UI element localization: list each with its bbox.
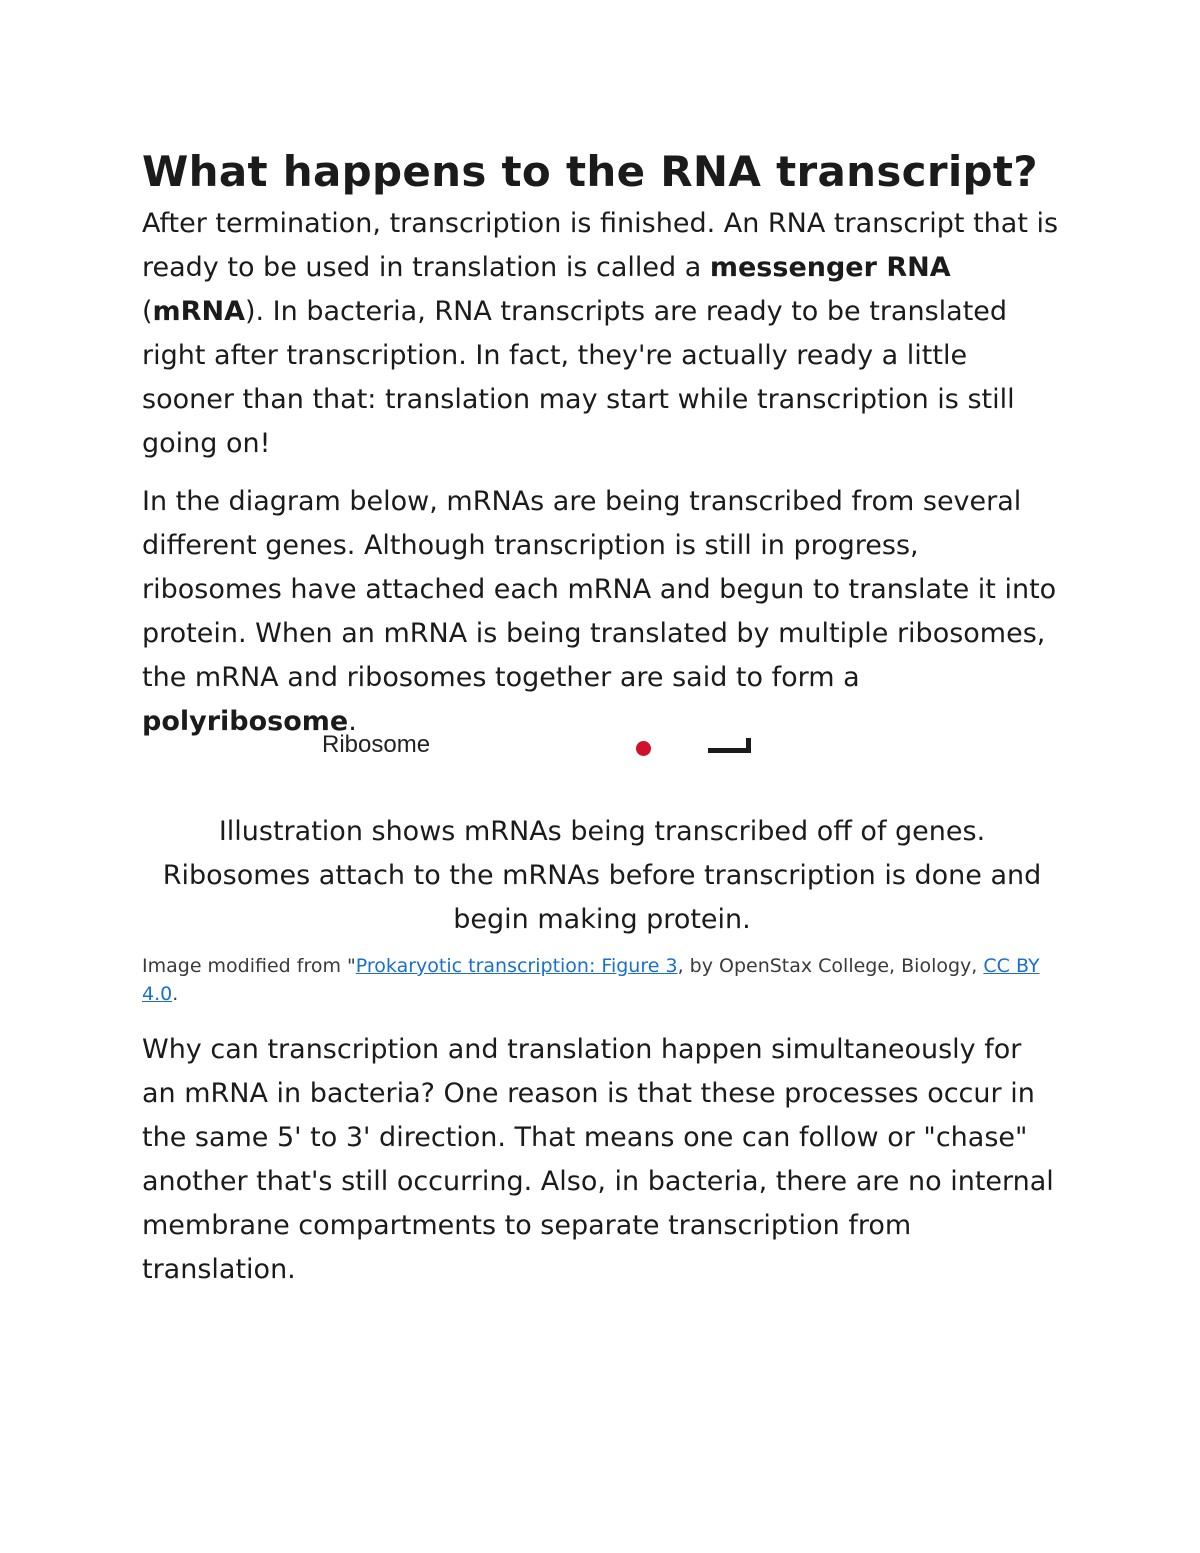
credit-prefix: Image modified from " xyxy=(142,955,356,977)
document-page xyxy=(142,144,1062,1292)
credit-link-license[interactable]: CC BY 4.0 xyxy=(142,955,1040,1005)
term-messenger-rna: messenger RNA xyxy=(709,252,951,283)
figure-bracket-line xyxy=(708,738,751,753)
figure-red-dot xyxy=(636,741,651,756)
figure-ribosome-label: Ribosome xyxy=(322,731,431,752)
figure-caption: Illustration shows mRNAs being transcribed off of genes. Ribosomes attach to the mRNAs before transcription is done and begin making protein. xyxy=(162,816,1042,935)
paragraph-intro-text-1: After termination, transcription is finished. An RNA transcript that is ready to be used in translation is called a xyxy=(142,208,1059,283)
image-credit xyxy=(142,952,1062,1008)
figure-cropped xyxy=(142,731,1062,786)
term-mrna: mRNA xyxy=(152,296,245,327)
paragraph-simultaneous: Why can transcription and translation happen simultaneously for an mRNA in bacteria? One reason is that these processes occur in the same 5' to 3' direction. That means one can follow or "chase" another that's still occurring. Also, in bacteria, there are no internal membrane compartments to separate transcription from translation. xyxy=(142,1034,1054,1285)
credit-link-source[interactable]: Prokaryotic transcription: Figure 3 xyxy=(355,955,678,977)
credit-middle: , by OpenStax College, Biology, xyxy=(677,955,984,977)
paragraph-intro xyxy=(142,202,1062,466)
paragraph-diagram-text-1: In the diagram below, mRNAs are being transcribed from several different genes. Although transcription is still in progress, ribosomes have attached each mRNA and begun to translate it into protein. When an mRNA is being translated by multiple ribosomes, the mRNA and ribosomes together are said to form a xyxy=(142,486,1057,693)
paragraph-diagram-intro xyxy=(142,480,1062,744)
paragraph-diagram-text-2: . xyxy=(348,706,357,737)
paragraph-intro-text-2: ( xyxy=(142,296,153,327)
paragraph-intro-text-3: ). In bacteria, RNA transcripts are ready to be translated right after transcription. In fact, they're actually ready a little sooner than that: translation may start while transcription is still going on! xyxy=(142,296,1015,459)
term-polyribosome: polyribosome xyxy=(142,706,349,737)
page-title: What happens to the RNA transcript? xyxy=(142,147,1038,196)
credit-suffix: . xyxy=(172,983,179,1005)
